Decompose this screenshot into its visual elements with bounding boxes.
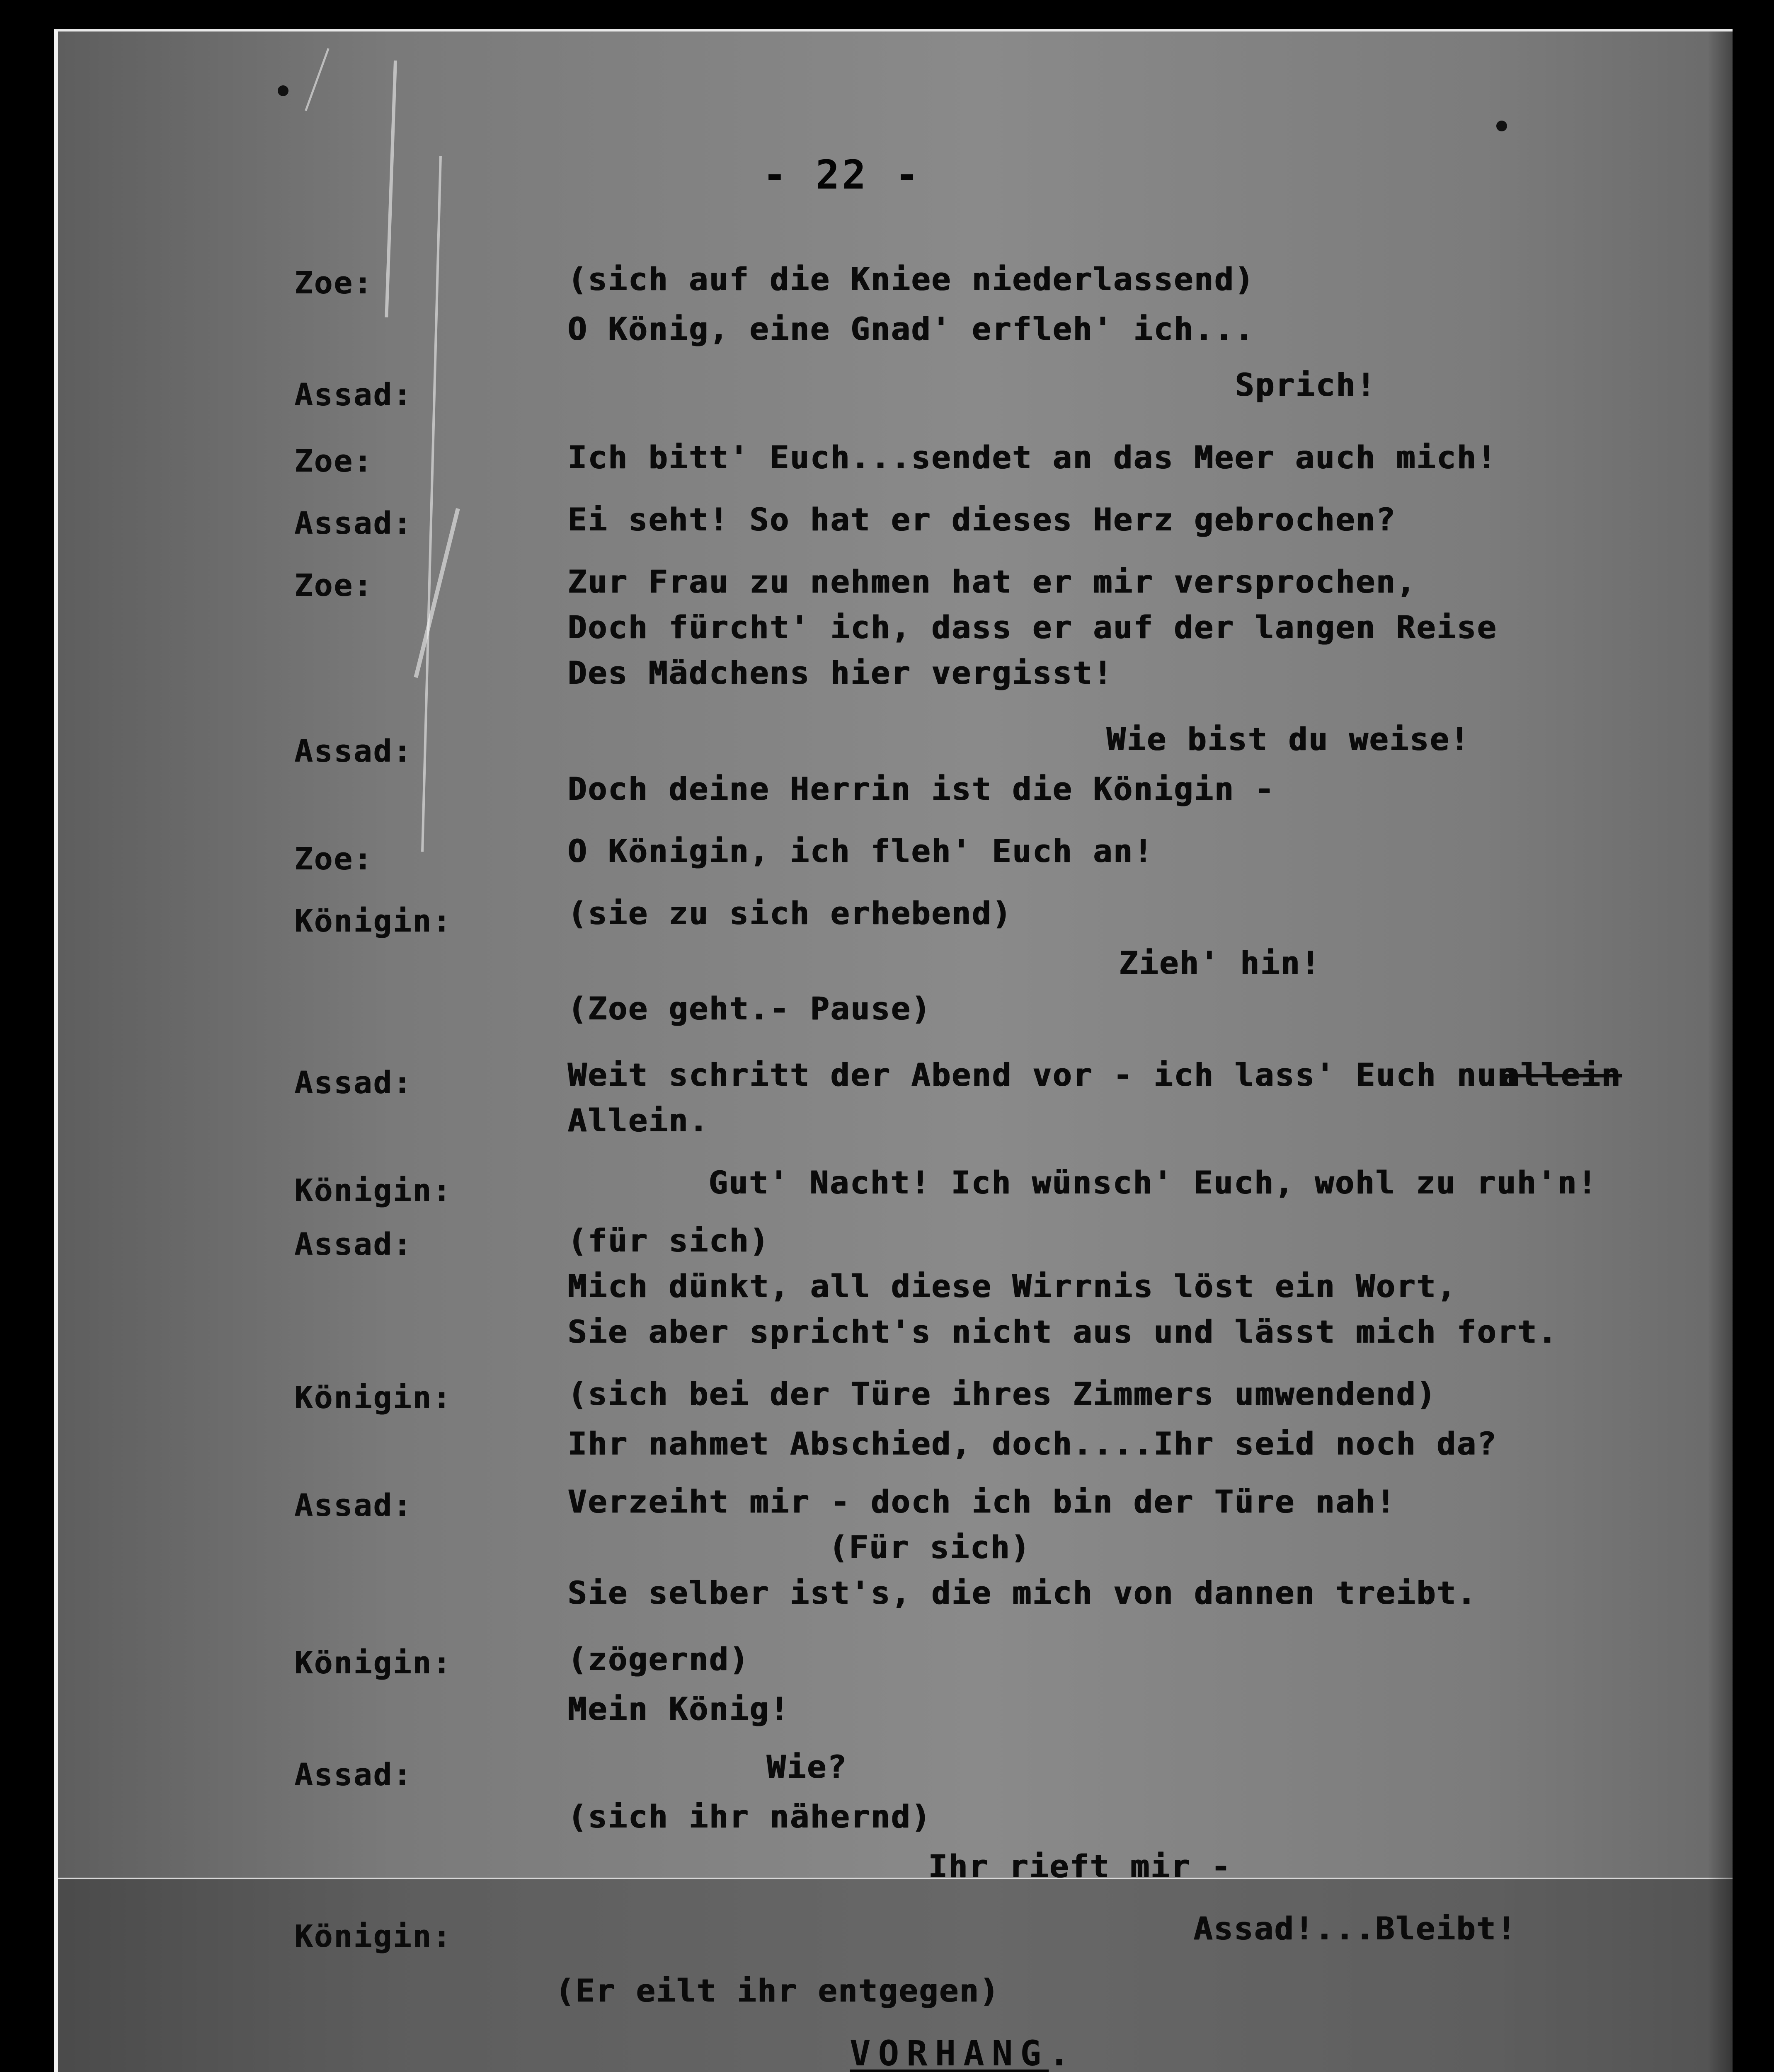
speaker-label: Zoe:	[294, 443, 373, 479]
dialogue-line: Wie bist du weise!	[1107, 721, 1471, 758]
dialogue-line: (für sich)	[568, 1222, 770, 1259]
dialogue-line: Ich bitt' Euch...sendet an das Meer auch mich!	[568, 439, 1498, 476]
dialogue-line: (sich ihr nähernd)	[568, 1798, 932, 1835]
dialogue-line: O Königin, ich fleh' Euch an!	[568, 833, 1154, 869]
ink-dot	[278, 85, 288, 96]
dialogue-line: Assad!...Bleibt!	[1194, 1910, 1517, 1947]
dialogue-line: Zur Frau zu nehmen hat er mir versprochen,	[568, 563, 1417, 600]
dialogue-line: Sprich!	[1235, 366, 1377, 403]
dialogue-line: Mein König!	[568, 1690, 790, 1727]
speaker-label: Zoe:	[294, 841, 373, 877]
dialogue-line: Doch deine Herrin ist die Königin -	[568, 770, 1275, 807]
dialogue-line: Sie aber spricht's nicht aus und lässt mich fort.	[568, 1313, 1558, 1350]
dialogue-line: Ihr nahmet Abschied, doch....Ihr seid noch da?	[568, 1425, 1498, 1462]
speaker-label: Assad:	[294, 1488, 413, 1523]
curtain-word: VORHANG	[850, 2033, 1049, 2072]
dialogue-line: Weit schritt der Abend vor - ich lass' Euch nun	[568, 1056, 1518, 1093]
dialogue-line: (sie zu sich erhebend)	[568, 895, 1013, 932]
dialogue-line: (Zoe geht.- Pause)	[568, 990, 932, 1027]
speaker-label: Königin:	[294, 1645, 452, 1681]
dialogue-line: Doch fürcht' ich, dass er auf der langen Reise	[568, 609, 1498, 646]
scratch-mark	[414, 508, 460, 678]
dialogue-line: Ihr rieft mir -	[928, 1848, 1232, 1885]
dialogue-line: Gut' Nacht! Ich wünsch' Euch, wohl zu ruh'n!	[709, 1164, 1598, 1201]
dialogue-line: Mich dünkt, all diese Wirrnis löst ein Wort,	[568, 1268, 1457, 1305]
speaker-label: Assad:	[294, 1065, 413, 1101]
speaker-label: Assad:	[294, 1227, 413, 1262]
ink-dot	[1496, 121, 1507, 131]
speaker-label: Königin:	[294, 1380, 452, 1416]
curtain-period: .	[1049, 2033, 1077, 2072]
speaker-label: Assad:	[294, 733, 413, 769]
page-number: - 22 -	[763, 152, 921, 198]
speaker-label: Assad:	[294, 506, 413, 541]
dialogue-line: O König, eine Gnad' erfleh' ich...	[568, 310, 1255, 347]
dialogue-line: Sie selber ist's, die mich von dannen treibt.	[568, 1574, 1478, 1611]
dialogue-line: Des Mädchens hier vergisst!	[568, 654, 1114, 691]
speaker-label: Zoe:	[294, 265, 373, 301]
stage-direction: (Er eilt ihr entgegen)	[555, 1972, 1000, 2009]
speaker-label: Zoe:	[294, 568, 373, 603]
dialogue-line: Allein.	[568, 1102, 710, 1139]
speaker-label: Assad:	[294, 1757, 413, 1793]
speaker-label: Königin:	[294, 1919, 452, 1954]
curtain-heading	[850, 2033, 1077, 2072]
dialogue-line: (zögernd)	[568, 1641, 750, 1677]
struck-word: allein	[1500, 1056, 1622, 1093]
scratch-mark	[305, 48, 329, 111]
dialogue-line: Ei seht! So hat er dieses Herz gebrochen?	[568, 501, 1396, 538]
scratch-mark	[385, 61, 397, 317]
scratch-mark	[421, 156, 442, 852]
speaker-label: Königin:	[294, 903, 452, 939]
page-edge-shadow	[1708, 31, 1733, 2072]
dialogue-line: Zieh' hin!	[1119, 944, 1321, 981]
dialogue-line: (sich bei der Türe ihres Zimmers umwendend)	[568, 1375, 1437, 1412]
speaker-label: Assad:	[294, 377, 413, 413]
typescript-page	[54, 29, 1733, 2072]
speaker-label: Königin:	[294, 1173, 452, 1208]
dialogue-line: (Für sich)	[829, 1529, 1031, 1566]
dialogue-line: (sich auf die Kniee niederlassend)	[568, 261, 1255, 298]
dialogue-line: Wie?	[767, 1748, 848, 1785]
dialogue-line: Verzeiht mir - doch ich bin der Türe nah!	[568, 1483, 1396, 1520]
